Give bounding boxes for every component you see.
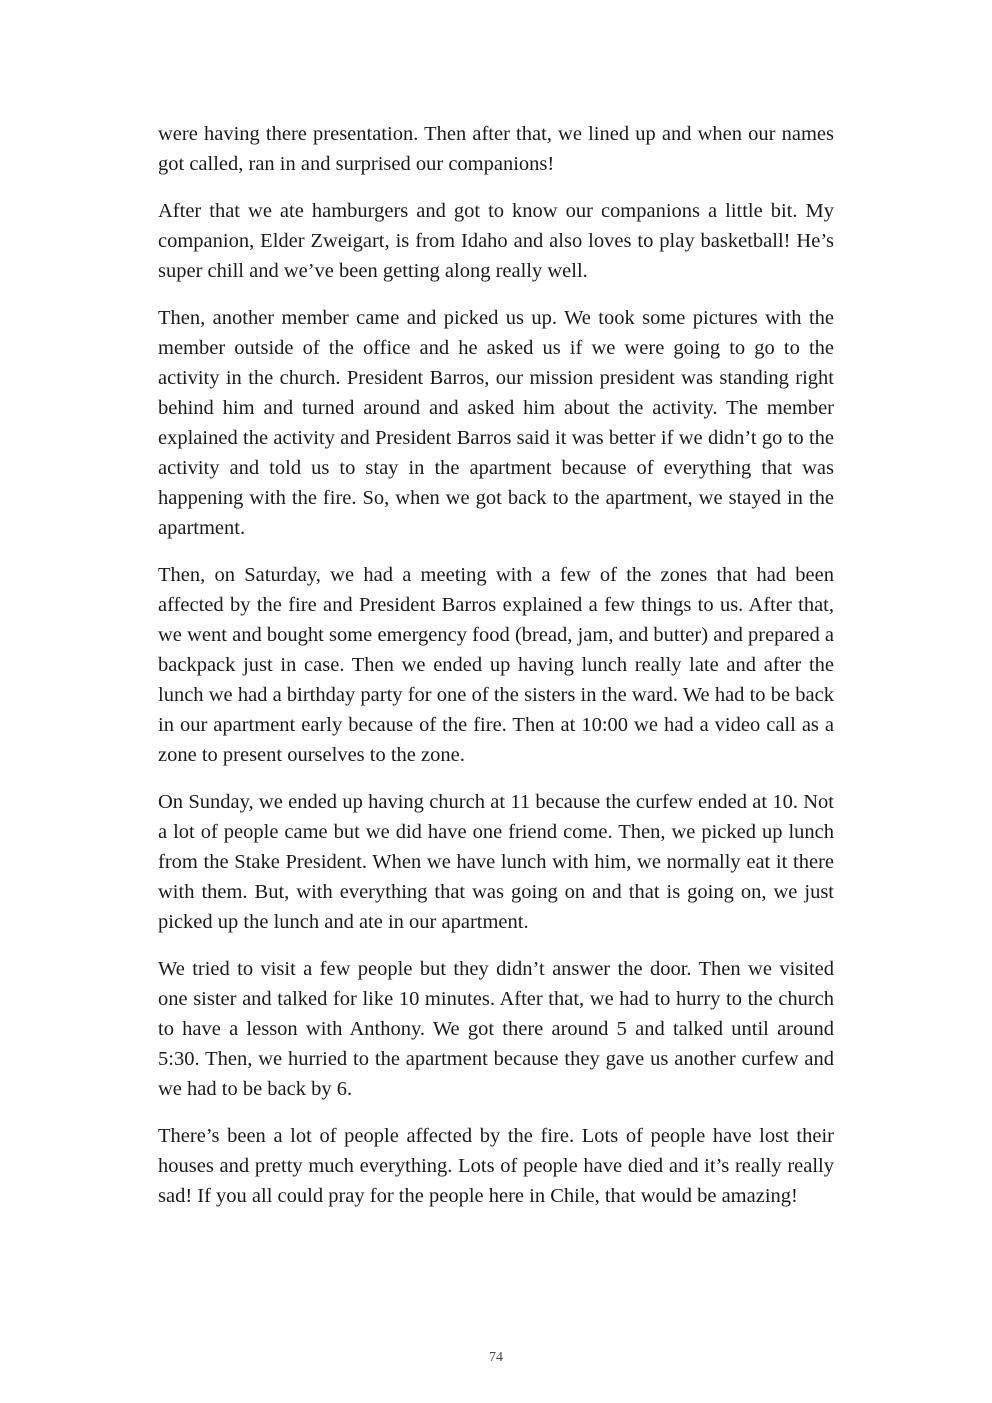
page-number: 74 [489, 1350, 503, 1365]
body-text [158, 119, 834, 1228]
paragraph-6: We tried to visit a few people but they didn’t answer the door. Then we visited one sister and talked for like 10 minutes. After that, we had to hurry to the church to have a lesson with Anthony. We got there around 5 and talked until around 5:30. Then, we hurried to the apartment because they gave us another curfew and we had to be back by 6. [158, 958, 834, 1100]
paragraph-4: Then, on Saturday, we had a meeting with a few of the zones that had been affected by the fire and President Barros explained a few things to us. After that, we went and bought some emergency food (bread, jam, and butter) and prepared a backpack just in case. Then we ended up having lunch really late and after the lunch we had a birthday party for one of the sisters in the ward. We had to be back in our apartment early because of the fire. Then at 10:00 we had a video call as a zone to present ourselves to the zone. [158, 564, 834, 766]
paragraph-5: On Sunday, we ended up having church at 11 because the curfew ended at 10. Not a lot of people came but we did have one friend come. Then, we picked up lunch from the Stake President. When we have lunch with him, we normally eat it there with them. But, with everything that was going on and that is going on, we just picked up the lunch and ate in our apartment. [158, 791, 834, 933]
paragraph-7: There’s been a lot of people affected by the fire. Lots of people have lost their houses and pretty much everything. Lots of people have died and it’s really really sad! If you all could pray for the people here in Chile, that would be amazing! [158, 1125, 834, 1207]
paragraph-2: After that we ate hamburgers and got to know our companions a little bit. My companion, Elder Zweigart, is from Idaho and also loves to play basketball! He’s super chill and we’ve been getting along really well. [158, 200, 834, 282]
paragraph-1: were having there presentation. Then after that, we lined up and when our names got called, ran in and surprised our companions! [158, 123, 834, 175]
paragraph-3: Then, another member came and picked us up. We took some pictures with the member outside of the office and he asked us if we were going to go to the activity in the church. President Barros, our mission president was standing right behind him and turned around and asked him about the activity. The member explained the activity and President Barros said it was better if we didn’t go to the activity and told us to stay in the apartment because of everything that was happening with the fire. So, when we got back to the apartment, we stayed in the apartment. [158, 307, 834, 539]
